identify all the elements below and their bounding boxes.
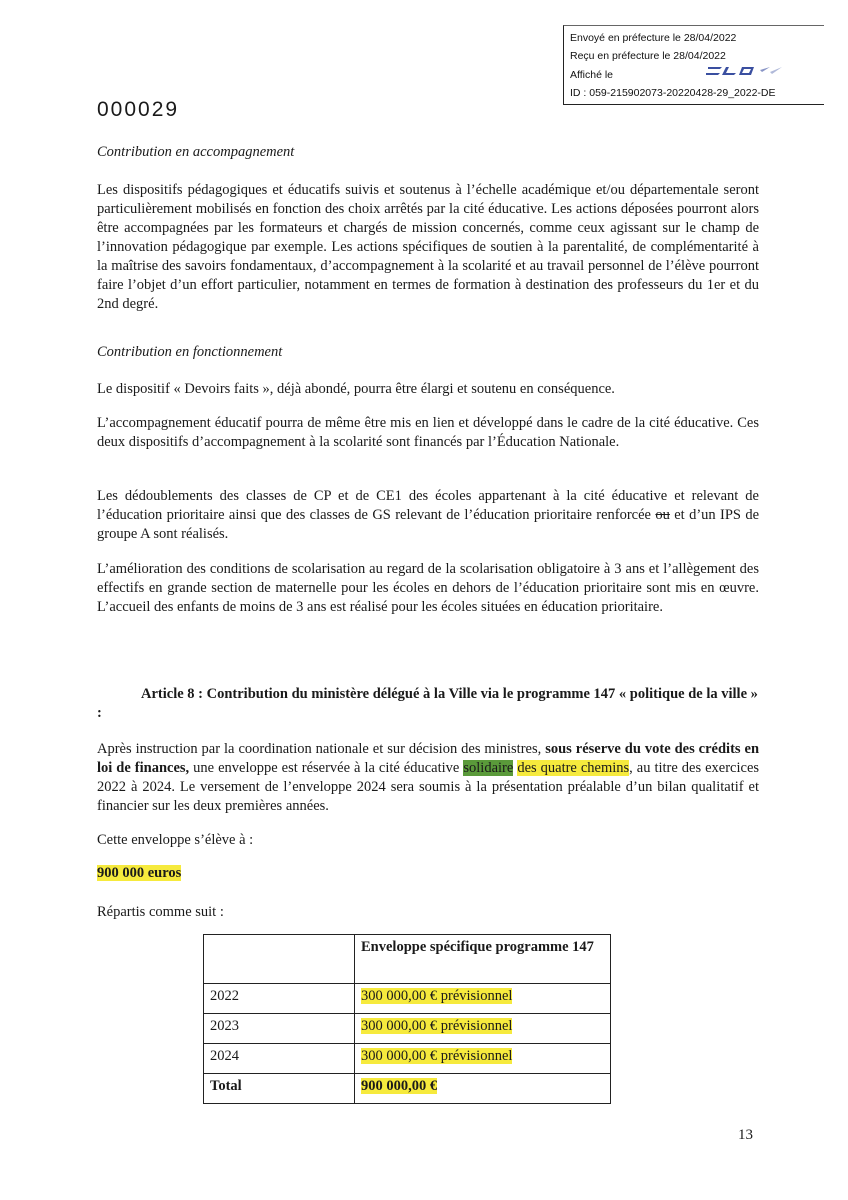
dedoublements-text-b: et d’un IPS de groupe A sont réalisés. <box>97 507 760 542</box>
article-8-paragraph <box>97 740 759 816</box>
page-number: 13 <box>738 1127 753 1143</box>
table-total-row <box>204 1074 611 1104</box>
paragraph-amelioration: L’amélioration des conditions de scolarisation au regard de la scolarisation obligatoire à 3 ans et l’allègement des effectifs en grande section de maternelle pour les écoles en dehors de l’éducation prioritaire sont mis en œuvre. L’accueil des enfants de moins de 3 ans est réalisé pour les écoles situées en éducation prioritaire. <box>97 561 759 615</box>
prefecture-stamp <box>563 25 824 105</box>
stamp-id: ID : 059-215902073-20220428-29_2022-DE <box>570 87 776 99</box>
article-8-title: Article 8 : Contribution du ministère délégué à la Ville via le programme 147 « politique de la ville » : <box>97 686 758 721</box>
paragraph-devoirs-faits: Le dispositif « Devoirs faits », déjà abondé, pourra être élargi et soutenu en conséquence. <box>97 381 615 397</box>
document-number: 000029 <box>97 98 180 121</box>
article-8-text-b: une enveloppe est réservée à la cité éducative <box>193 760 460 776</box>
total-highlight: 900 000,00 € <box>361 1078 438 1094</box>
table-header-cell: Enveloppe spécifique programme 147 <box>355 935 611 984</box>
amount-intro: Cette enveloppe s’élève à : <box>97 832 254 848</box>
stamp-sent-date: Envoyé en préfecture le 28/04/2022 <box>570 32 737 44</box>
stamp-received-date: Reçu en préfecture le 28/04/2022 <box>570 50 726 62</box>
split-intro: Répartis comme suit : <box>97 904 224 920</box>
value-highlight: 300 000,00 € prévisionnel <box>361 1018 513 1034</box>
table-year-cell: 2024 <box>204 1044 355 1074</box>
paragraph-accompagnement: Les dispositifs pédagogiques et éducatifs suivis et soutenus à l’échelle académique et/ou départementale seront particulièrement mobilisés en fonction des choix arrêtés par la cité éducative. Les actions déposées pourront alors être accompagnées par les formateurs et chargés de mission concernés, comme ceux agissant sur le champ de l’innovation pédagogique par exemple. Les actions spécifiques de soutien à la parentalité, de complémentarité à la maîtrise des savoirs fondamentaux, d’accompagnement à la scolarité et au travail personnel de l’élève pourront faire l’objet d’un effort particulier, notamment en termes de formation à destination des professeurs du 1er et du 2nd degré. <box>97 182 759 312</box>
table-row <box>204 1044 611 1074</box>
value-highlight: 300 000,00 € prévisionnel <box>361 1048 513 1064</box>
table-header-empty <box>204 935 355 984</box>
value-highlight: 300 000,00 € prévisionnel <box>361 988 513 1004</box>
table-total-value <box>355 1074 611 1104</box>
slo-logo-icon <box>704 64 788 78</box>
dedoublements-strikethrough: ou <box>655 507 670 523</box>
article-8-text-a: Après instruction par la coordination nationale et sur décision des ministres, <box>97 741 542 757</box>
table-total-label: Total <box>204 1074 355 1104</box>
section-title-accompagnement: Contribution en accompagnement <box>97 144 295 160</box>
table-row <box>204 1014 611 1044</box>
table-row <box>204 984 611 1014</box>
highlight-solidaire: solidaire <box>463 760 514 776</box>
highlight-quatre-chemins: des quatre chemins <box>517 760 630 776</box>
table-value-cell <box>355 1044 611 1074</box>
table-year-cell: 2023 <box>204 1014 355 1044</box>
article-8-bold-clause: sous réserve du vote des crédits en loi de finances, <box>97 741 760 776</box>
envelope-table <box>203 934 611 1104</box>
paragraph-accompagnement-educatif: L’accompagnement éducatif pourra de même être mis en lien et développé dans le cadre de la cité éducative. Ces deux dispositifs d’accompagnement à la scolarité sont financés par l’Éducation Nationale. <box>97 415 759 450</box>
article-8-text-c: , au titre des exercices 2022 à 2024. Le versement de l’enveloppe 2024 sera soumis à la présentation préalable d’un bilan qualitatif et financier sur les deux premières années. <box>97 760 760 814</box>
table-year-cell: 2022 <box>204 984 355 1014</box>
stamp-posted-label: Affiché le <box>570 69 613 81</box>
table-value-cell <box>355 1014 611 1044</box>
table-header-row <box>204 935 611 984</box>
dedoublements-text-a: Les dédoublements des classes de CP et de CE1 des écoles appartenant à la cité éducative et relevant de l’éducation prioritaire ainsi que des classes de GS relevant de l’éducation prioritaire renforcée <box>97 488 759 523</box>
section-title-fonctionnement: Contribution en fonctionnement <box>97 344 283 360</box>
amount-total-highlight: 900 000 euros <box>97 865 182 881</box>
paragraph-dedoublements <box>97 487 759 544</box>
table-value-cell <box>355 984 611 1014</box>
